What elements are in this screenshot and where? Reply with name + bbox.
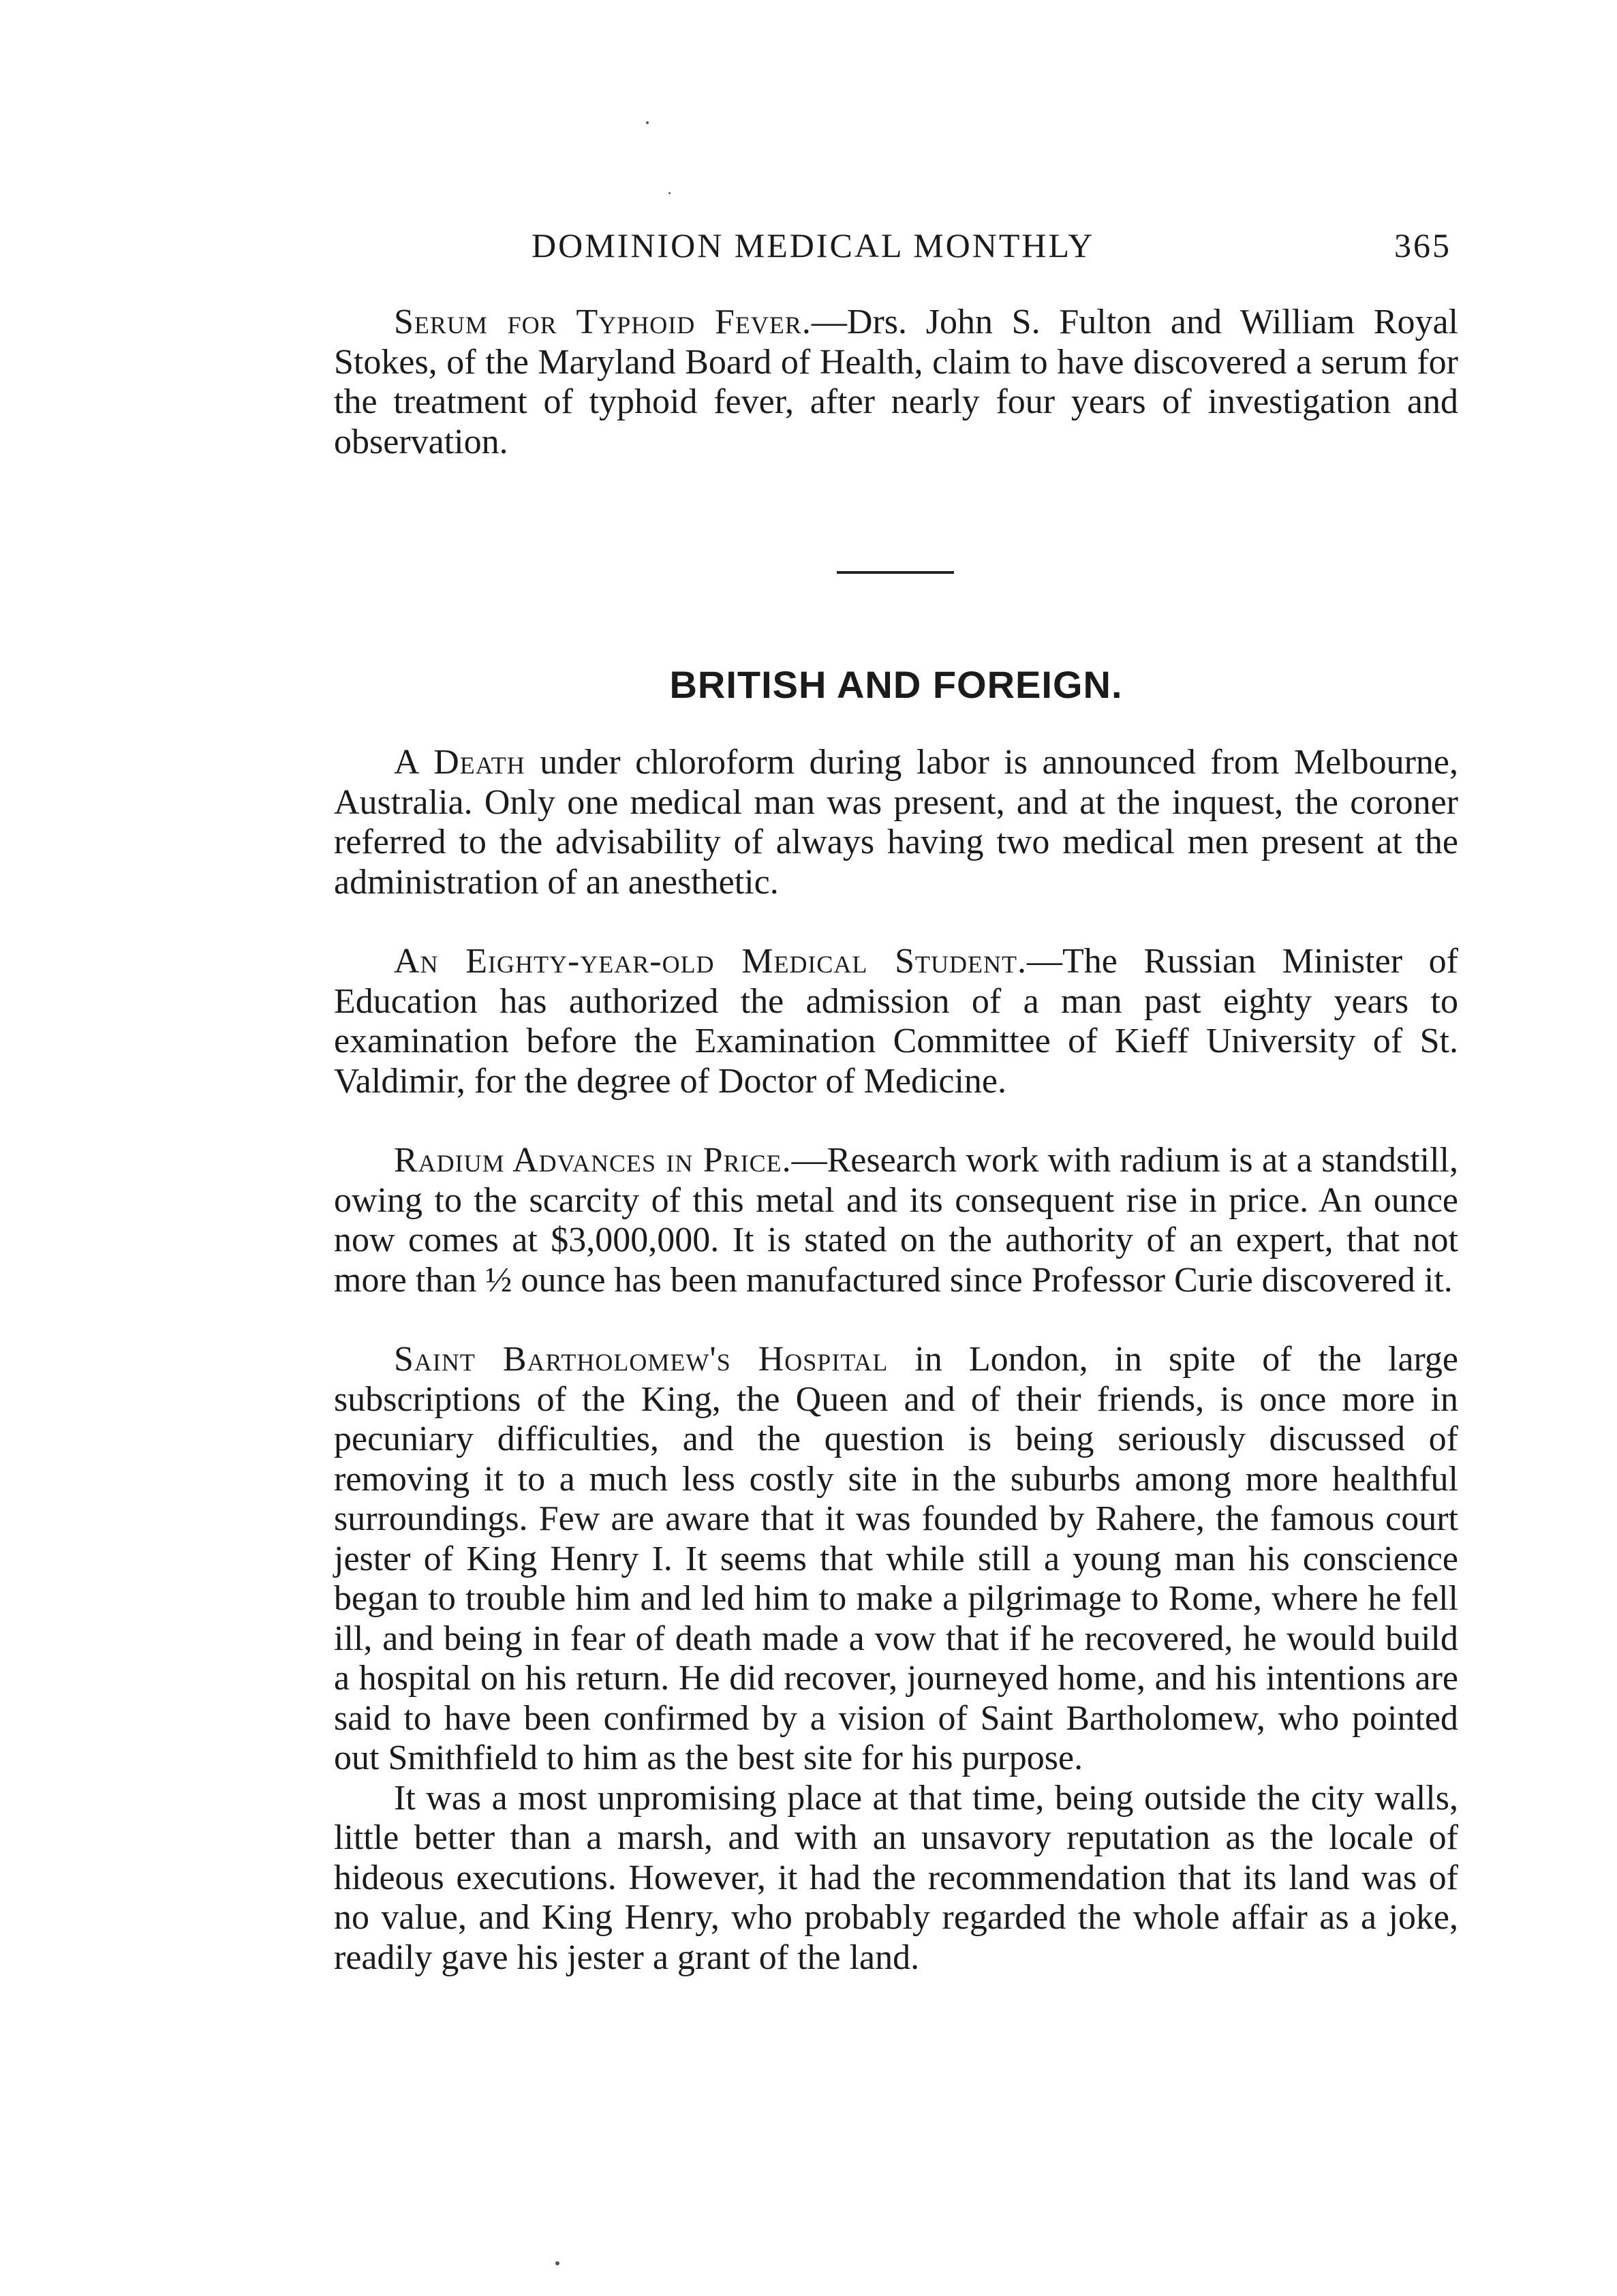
intro-column (334, 303, 1458, 462)
section-heading: BRITISH AND FOREIGN. (669, 663, 1123, 706)
paper-speck (646, 121, 649, 124)
paragraph-body: —Drs. John S. Fulton and William Royal Stokes, of the Maryland Board of Health, claim to have discovered a serum for the treatment of typhoid fever, after nearly four years of investigation and observation. (334, 303, 1458, 461)
paper-speck (555, 2261, 559, 2265)
paragraph-body: in London, in spite of the large subscriptions of the King, the Queen and of their friends, is once more in pecuniary difficulties, and the question is being seriously discussed of removing it to a much less costly site in the suburbs among more healthful surroundings. Few are aware that it was founded by Rahere, the famous court jester of King Henry I. It seems that while still a young man his conscience began to trouble him and led him to make a pilgrimage to Rome, where he fell ill, and being in fear of death made a vow that if he recovered, he would build a hospital on his return. He did recover, journeyed home, and his intentions are said to have been confirmed by a vision of Saint Bartholomew, who pointed out Smithfield to him as the best site for his purpose. (334, 1340, 1458, 1777)
medical-student-paragraph (334, 942, 1458, 1101)
paragraph-body: It was a most unpromising place at that time, being outside the city walls, little better than a marsh, and with an unsavory reputation as the locale of hideous executions. However, it had the recommendation that its land was of no value, and King Henry, who probably regarded the whole affair as a joke, readily gave his jester a grant of the land. (334, 1778, 1458, 1977)
paragraph-body: —Research work with radium is at a standstill, owing to the scarcity of this metal and its consequent rise in price. An ounce now comes at $3,000,000. It is stated on the authority of an expert, that not more than ½ ounce has been manufactured since Professor Curie discovered it. (334, 1141, 1458, 1300)
death-chloroform-paragraph (334, 743, 1458, 902)
serum-typhoid-paragraph (334, 303, 1458, 462)
paper-speck (668, 192, 671, 194)
paragraph-body: under chloroform during labor is announced from Melbourne, Australia. Only one medical man was present, and at the inquest, the coroner referred to the advisability of always having two medical men present at the administration of an anesthetic. (334, 743, 1458, 902)
running-head (532, 225, 1451, 266)
section-column (334, 743, 1458, 1978)
paragraph-lead: A Death (394, 743, 525, 782)
paragraph-body: —The Russian Minister of Education has authorized the admission of a man past eighty years to examination before the Examination Committee of Kieff University of St. Valdimir, for the degree of Doctor of Medicine. (334, 942, 1458, 1101)
paragraph-lead: Radium Advances in Price. (394, 1141, 792, 1180)
journal-title: DOMINION MEDICAL MONTHLY (532, 226, 1095, 264)
radium-price-paragraph (334, 1141, 1458, 1300)
bartholomew-hospital-paragraph (334, 1340, 1458, 1779)
paragraph-lead: An Eighty-year-old Medical Student. (394, 942, 1027, 981)
paragraph-lead: Saint Bartholomew's Hospital (394, 1340, 889, 1379)
page-number: 365 (1394, 226, 1451, 264)
bartholomew-continuation-paragraph (334, 1779, 1458, 1978)
section-divider (837, 571, 954, 574)
paragraph-lead: Serum for Typhoid Fever. (394, 303, 812, 341)
